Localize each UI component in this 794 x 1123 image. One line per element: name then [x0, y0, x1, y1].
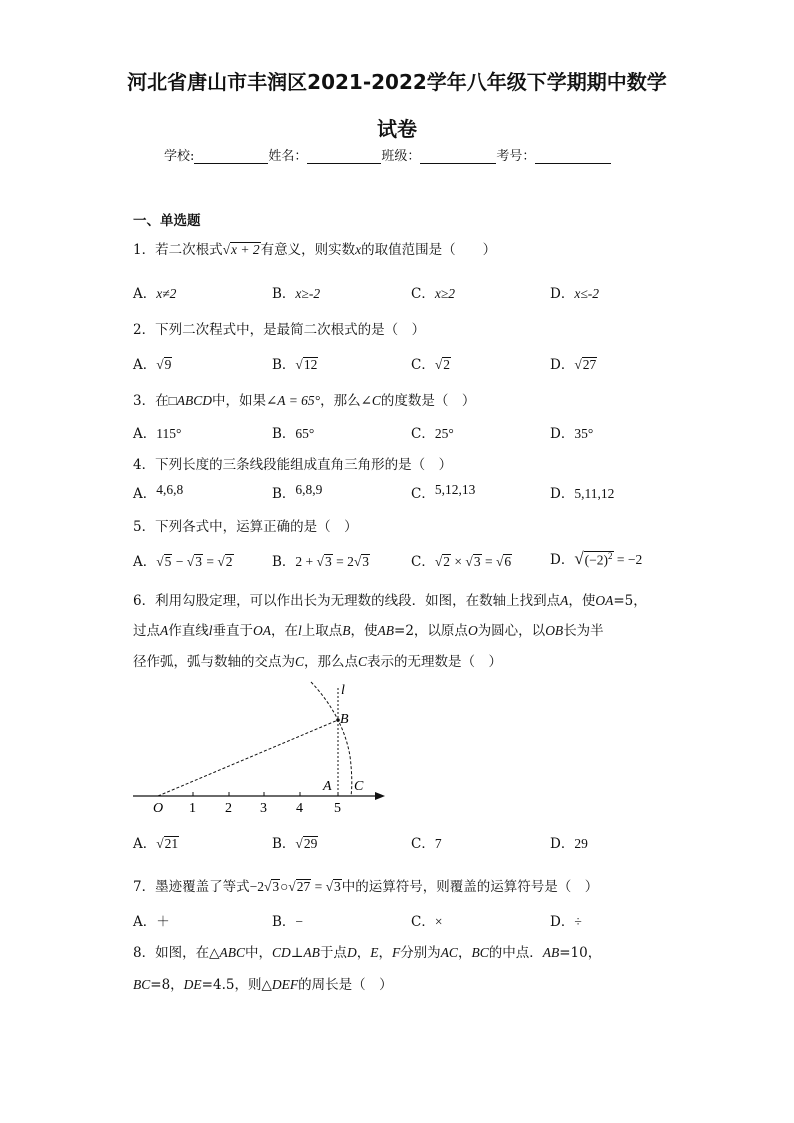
question-6-line2: 过点A作直线l垂直于OA，在l上取点B，使AB=2，以原点O为圆心，以OB长为半 [133, 623, 604, 639]
q4-option-c[interactable]: C．5,12,13 [411, 482, 476, 502]
school-blank[interactable] [194, 149, 268, 164]
q1-option-c[interactable]: C．x≥2 [411, 286, 455, 302]
q5-option-a[interactable]: A．√5 − √3 = √2 [133, 554, 233, 570]
q4-option-b[interactable]: B．6,8,9 [272, 482, 323, 502]
q2-option-a[interactable]: A．√9 [133, 357, 172, 373]
question-5: 5．下列各式中，运算正确的是（ ） [133, 519, 358, 535]
question-2: 2．下列二次程式中，是最简二次根式的是（ ） [133, 322, 426, 338]
tick-label-1: 1 [189, 801, 196, 816]
q5-option-c[interactable]: C．√2 × √3 = √6 [411, 554, 512, 570]
label-c: C [354, 779, 364, 794]
question-7: 7．墨迹覆盖了等式−2√3○√27 = √3中的运算符号，则覆盖的运算符号是（ ） [133, 879, 599, 895]
class-blank[interactable] [420, 149, 496, 164]
question-6-line3: 径作弧，弧与数轴的交点为C，那么点C表示的无理数是（ ） [133, 654, 503, 670]
q6-option-b[interactable]: B．√29 [272, 836, 318, 852]
class-label: 班级： [381, 149, 421, 164]
q1-radicand: x + 2 [231, 242, 260, 257]
q5-option-d[interactable]: D．$√(-2)^2 = -2$ [550, 549, 643, 568]
segment-ob [158, 720, 338, 796]
question-4: 4．下列长度的三条线段能组成直角三角形的是（ ） [133, 457, 453, 473]
tick-label-3: 3 [260, 801, 267, 816]
q7-option-a[interactable]: A．＋ [133, 914, 170, 930]
q6-number-line-figure [125, 676, 395, 821]
q3-option-c[interactable]: C．25° [411, 426, 454, 442]
q1-option-a[interactable]: A．x≠2 [133, 286, 177, 302]
question-6-line1: 6．利用勾股定理，可以作出长为无理数的线段．如图，在数轴上找到点A，使OA=5， [133, 593, 647, 609]
q6-option-d[interactable]: D．29 [550, 836, 588, 852]
id-label: 考号： [496, 149, 536, 164]
q3-option-b[interactable]: B．65° [272, 426, 315, 442]
q7-option-d[interactable]: D．÷ [550, 914, 582, 930]
q1-option-b[interactable]: B．x≥-2 [272, 286, 321, 302]
id-blank[interactable] [535, 149, 611, 164]
tick-label-2: 2 [225, 801, 232, 816]
name-label: 姓名： [268, 149, 308, 164]
axis-arrow [375, 792, 385, 800]
exam-title-line2: 试卷 [377, 117, 417, 141]
label-l: l [341, 683, 345, 698]
section-title: 一、单选题 [133, 213, 201, 229]
question-3: 3．在□ABCD中，如果∠A = 65°，那么∠C的度数是（ ） [133, 393, 476, 409]
student-info-line [164, 145, 611, 164]
q4-option-d[interactable]: D．5,11,12 [550, 486, 615, 502]
label-a: A [323, 779, 332, 794]
school-label: 学校: [164, 149, 195, 164]
q3-option-a[interactable]: A．115° [133, 426, 182, 442]
tick-label-5: 5 [334, 801, 341, 816]
label-o: O [153, 801, 164, 816]
q6-option-a[interactable]: A．√21 [133, 836, 179, 852]
q4-option-a[interactable]: A．4,6,8 [133, 482, 184, 502]
q1-option-d[interactable]: D．x≤-2 [550, 286, 599, 302]
exam-title-line1: 河北省唐山市丰润区2021-2022学年八年级下学期期中数学 [127, 70, 667, 94]
q3-option-d[interactable]: D．35° [550, 426, 594, 442]
question-8-line2: BC=8，DE=4.5，则△DEF的周长是（ ） [133, 977, 393, 993]
label-b: B [340, 712, 349, 727]
q5-option-b[interactable]: B．2 + √3 = 2√3 [272, 554, 370, 570]
q6-option-c[interactable]: C．7 [411, 836, 442, 852]
name-blank[interactable] [307, 149, 381, 164]
q2-option-b[interactable]: B．√12 [272, 357, 318, 373]
q7-option-c[interactable]: C．× [411, 914, 443, 930]
q7-option-b[interactable]: B．− [272, 914, 304, 930]
q2-option-d[interactable]: D．√27 [550, 357, 597, 373]
q2-option-c[interactable]: C．√2 [411, 357, 451, 373]
question-1: 1．若二次根式√x + 2有意义，则实数x的取值范围是（ ） [133, 242, 497, 258]
question-8-line1: 8．如图，在△ABC中，CD⊥AB于点D，E，F分别为AC，BC的中点．AB=10， [133, 945, 602, 961]
tick-label-4: 4 [296, 801, 303, 816]
